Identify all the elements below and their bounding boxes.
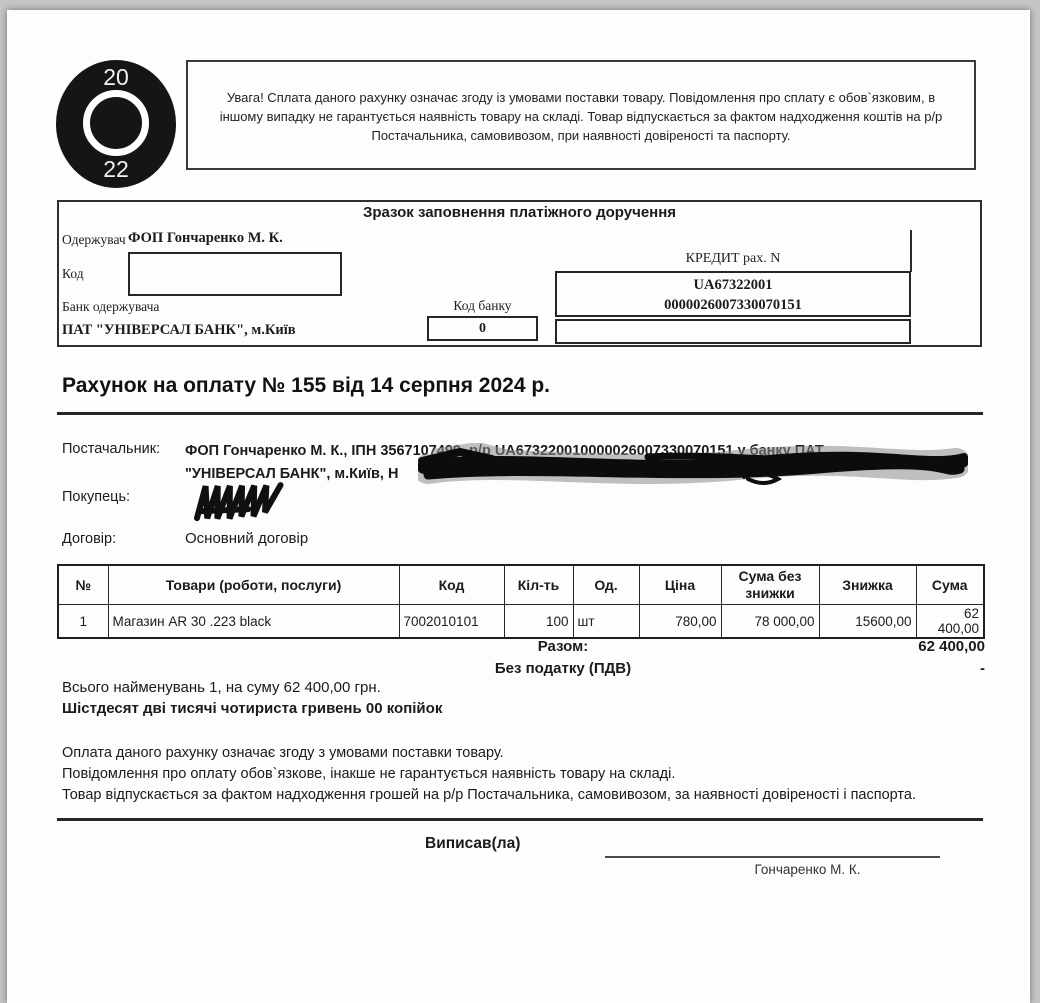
logo-year-bottom: 22 xyxy=(103,156,129,182)
signer-name: Гончаренко М. К. xyxy=(754,862,861,877)
logo-year-top: 20 xyxy=(103,64,129,90)
buyer-label: Покупець: xyxy=(62,489,131,505)
credit-empty-box xyxy=(555,319,911,344)
contract-label: Договір: xyxy=(62,531,117,547)
supplier-value xyxy=(185,440,970,486)
cell-qty: 100 xyxy=(504,605,573,639)
credit-account-label: КРЕДИТ рах. N xyxy=(685,251,781,266)
items-count-line: Всього найменувань 1, на суму 62 400,00 грн. xyxy=(62,679,381,696)
col-header-sum-before-discount: Сума без знижки xyxy=(721,565,819,605)
recipient-bank-value: ПАТ "УНІВЕРСАЛ БАНК", м.Київ xyxy=(62,322,296,338)
ring-icon xyxy=(83,90,149,156)
cell-sum-before-discount: 78 000,00 xyxy=(721,605,819,639)
payment-sample-title: Зразок заповнення платіжного доручення xyxy=(362,204,677,221)
items-table xyxy=(57,564,985,639)
account-iban-part2: 0000026007330070151 xyxy=(664,297,802,313)
col-header-price: Ціна xyxy=(639,565,721,605)
tax-label: Без податку (ПДВ) xyxy=(494,659,632,677)
cell-goods: Магазин AR 30 .223 black xyxy=(108,605,399,639)
warning-box xyxy=(186,60,976,170)
col-header-discount: Знижка xyxy=(819,565,916,605)
recipient-label: Одержувач xyxy=(62,232,126,247)
col-header-goods: Товари (роботи, послуги) xyxy=(108,565,399,605)
tax-value: - xyxy=(980,659,985,677)
items-table-header-row xyxy=(58,565,984,605)
cell-number: 1 xyxy=(58,605,108,639)
recipient-bank-label: Банк одержувача xyxy=(62,299,160,314)
amount-in-words: Шістдесят дві тисячі чотириста гривень 00 копійок xyxy=(62,700,443,717)
cell-unit: шт xyxy=(573,605,639,639)
col-header-number: № xyxy=(58,565,108,605)
total-label: Разом: xyxy=(537,638,589,655)
terms-block xyxy=(62,743,962,806)
credit-account-box xyxy=(555,271,911,317)
terms-line-3: Товар відпускається за фактом надходження грошей на р/р Постачальника, самовивозом, за наявності довіреності і паспорта. xyxy=(62,787,916,803)
company-logo-stamp xyxy=(56,60,176,188)
footer-divider xyxy=(57,818,983,821)
table-row xyxy=(58,605,984,639)
code-field-box xyxy=(128,252,342,296)
warning-text: Увага! Сплата даного рахунку означає згоду із умовами поставки товару. Повідомлення про сплату є обов`язковим, в іншому випадку не гарантується наявність товару на складі. Товар відпускається за фактом надходження коштів на р/р Постачальника, самовивозом, при наявності довіреності та паспорту. xyxy=(219,90,943,143)
invoice-title: Рахунок на оплату № 155 від 14 серпня 2024 р. xyxy=(62,374,551,397)
total-value: 62 400,00 xyxy=(918,638,985,655)
supplier-value-line1: ФОП Гончаренко М. К., ІПН 3567107499, р/р UA673220010000026007330070151 у банку ПАТ xyxy=(185,443,824,459)
col-header-qty: Кіл-ть xyxy=(504,565,573,605)
bank-code-label: Код банку xyxy=(453,298,512,313)
cell-sum: 62 400,00 xyxy=(916,605,984,639)
col-header-sum: Сума xyxy=(916,565,984,605)
account-iban-part1: UA67322001 xyxy=(693,277,773,293)
bank-code-box: 0 xyxy=(427,316,538,341)
contract-value: Основний договір xyxy=(185,530,309,547)
terms-line-1: Оплата даного рахунку означає згоду з умовами поставки товару. xyxy=(62,745,504,761)
title-divider xyxy=(57,412,983,415)
col-header-code: Код xyxy=(399,565,504,605)
cell-price: 780,00 xyxy=(639,605,721,639)
totals-labels xyxy=(400,636,726,679)
cell-discount: 15600,00 xyxy=(819,605,916,639)
code-label: Код xyxy=(62,266,84,281)
cell-code: 7002010101 xyxy=(399,605,504,639)
recipient-value: ФОП Гончаренко М. К. xyxy=(128,230,283,246)
col-header-unit: Од. xyxy=(573,565,639,605)
supplier-label: Постачальник: xyxy=(62,441,161,457)
totals-values xyxy=(780,636,985,679)
issued-by-label: Виписав(ла) xyxy=(425,835,521,852)
terms-line-2: Повідомлення про оплату обов`язкове, інакше не гарантується наявність товару на складі. xyxy=(62,766,676,782)
supplier-value-line2: "УНІВЕРСАЛ БАНК", м.Київ, Н xyxy=(185,466,399,482)
credit-column-divider xyxy=(910,230,912,272)
signature-line xyxy=(605,856,940,858)
